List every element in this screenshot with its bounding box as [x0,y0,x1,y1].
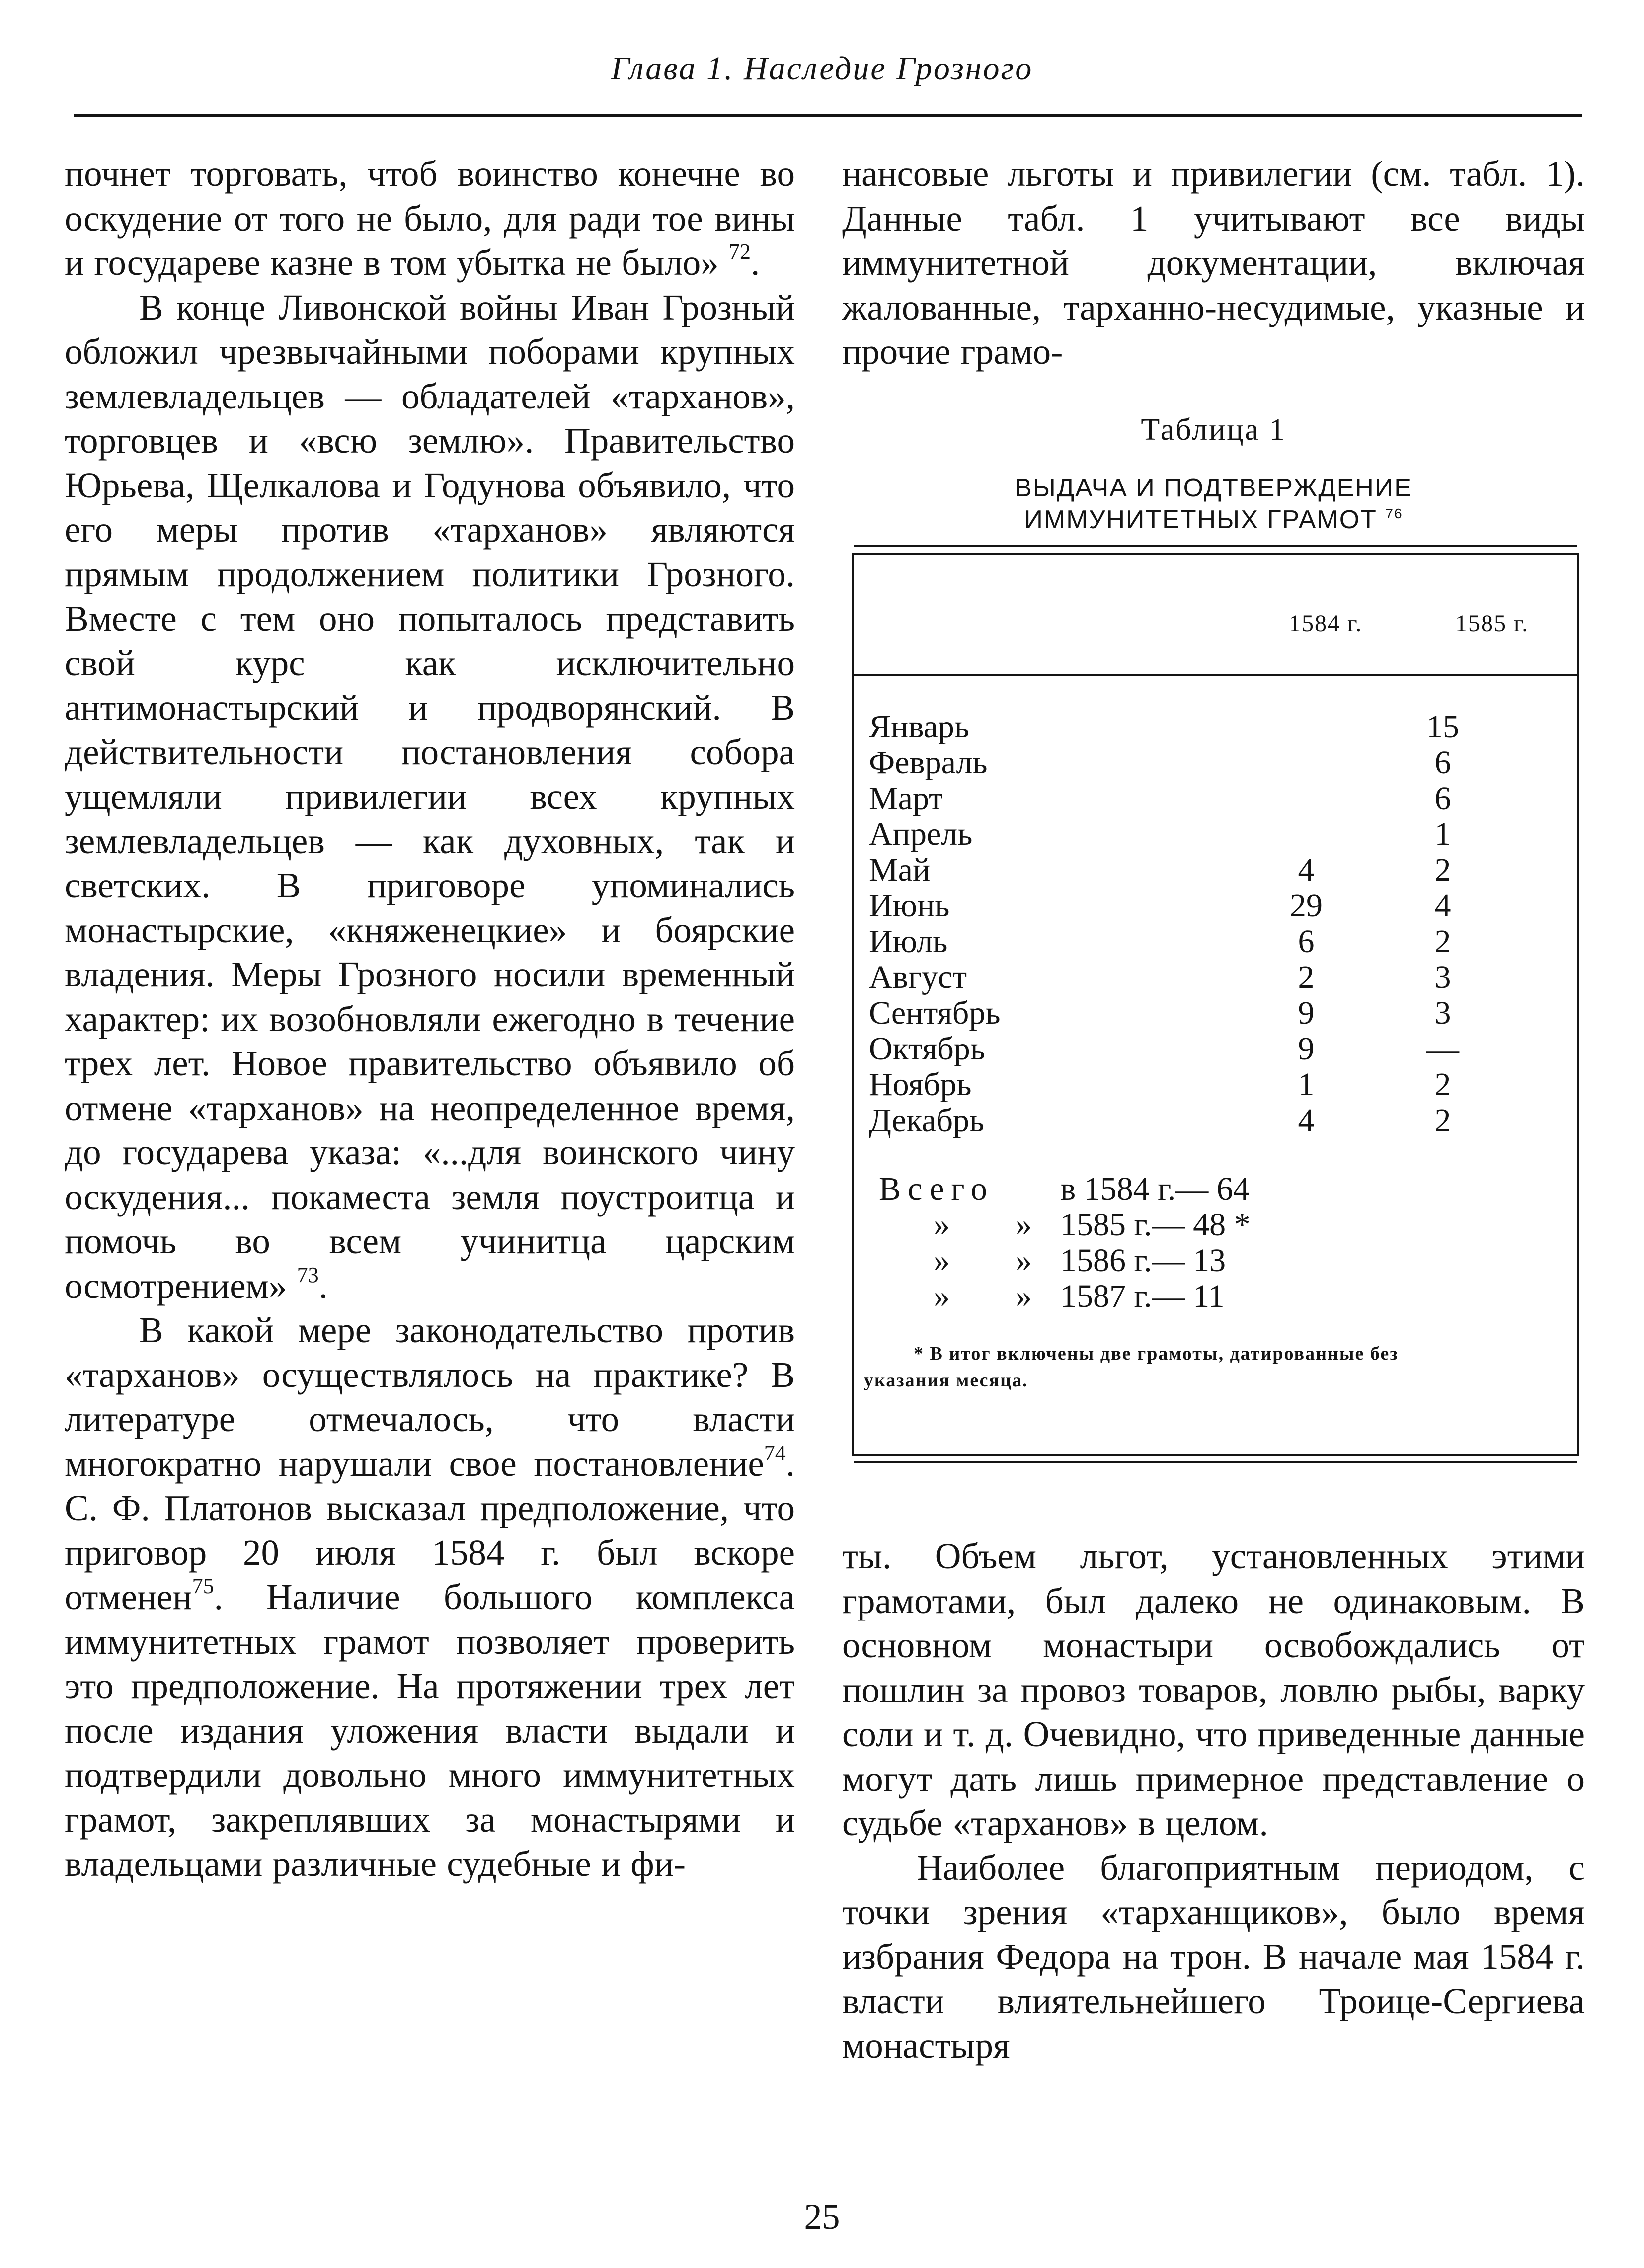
table-row [869,816,1577,852]
ditto-mark: » [1016,1242,1032,1279]
table-body [869,709,1577,1138]
table-row [869,709,1577,745]
paragraph: ты. Объем льгот, установленных этими грамотами, был далеко не одинаковым. В основном монастыри освобождались от пошлин за провоз товаров, ловлю рыбы, варку соли и т. д. Очевидно, что приведенные данные могут дать лишь примерное представление о судьбе «тарханов» в целом. [842,1536,1585,1843]
value-1584-cell: 9 [1298,995,1315,1031]
value-1585-cell: 3 [1434,959,1451,995]
month-cell: Апрель [869,816,973,852]
value-1585-cell: 15 [1426,709,1459,745]
month-cell: Декабрь [869,1102,985,1138]
table-title-line: ВЫДАЧА И ПОДТВЕРЖДЕНИЕ [1015,474,1412,502]
value-1585-cell: 2 [1434,923,1451,960]
value-1585-cell: — [1426,1031,1459,1067]
month-cell: Март [869,780,943,816]
value-1584-cell: 6 [1298,923,1315,960]
total-value: 1586 г.— 13 [1060,1242,1226,1279]
paragraph: Наиболее благоприятным периодом, с точки зрения «тарханщиков», было время избрания Федора на трон. В начале мая 1584 г. власти влиятельнейшего Троице-Сергиева монастыря [842,1847,1585,2066]
paragraph: В какой мере законодательство против «тарханов» осуществлялось на практике? В литературе отмечалось, что власти многократно нарушали свое постановление$^{74}$. С. Ф. Платонов высказал предположение, что приговор 20 июля 1584 г. был вскоре отменен$^{75}$. Наличие большого комплекса иммунитетных грамот позволяет проверить это предположение. На протяжении трех лет после издания уложения власти выдали и подтвердили довольно много иммунитетных грамот, закреплявших за монастырями и владельцами различные судебные и фи- [65,1310,795,1884]
table-title-line: ИММУНИТЕТНЫХ ГРАМОТ $^{76}$ [1024,505,1403,534]
total-value: в 1584 г.— 64 [1060,1171,1250,1207]
value-1584-cell: 4 [1298,852,1315,888]
month-cell: Февраль [869,744,988,781]
month-cell: Сентябрь [869,995,1001,1031]
footnote-ref: 72 [729,240,751,264]
table-title [842,472,1585,536]
footnote-ref: 74 [764,1440,786,1465]
month-cell: Июнь [869,888,950,924]
totals-label: Всего [879,1171,994,1207]
month-cell: Август [869,959,967,995]
table-row [869,852,1577,888]
value-1585-cell: 2 [1434,1102,1451,1138]
month-cell: Май [869,852,931,888]
value-1585-cell: 6 [1434,780,1451,816]
table-row [869,960,1577,995]
ditto-mark: » [1016,1207,1032,1243]
ditto-mark: » [934,1242,950,1279]
value-1584-cell: 29 [1290,888,1323,924]
ditto-mark: » [934,1278,950,1314]
value-1584-cell: 1 [1298,1066,1315,1103]
table-row [869,1103,1577,1138]
header-rule [74,114,1582,117]
table-row [869,924,1577,960]
table-row [869,995,1577,1031]
data-table [852,553,1579,1456]
total-value: 1587 г.— 11 [1060,1278,1225,1314]
value-1584-cell: 9 [1298,1031,1315,1067]
table-row [869,888,1577,924]
paragraph: нансовые льготы и привилегии (см. табл. 1). Данные табл. 1 учитывают все виды иммунитетной документации, включая жалованные, тарханно-несудимые, указные и прочие грамо- [842,154,1585,372]
table-caption: Таблица 1 [1141,413,1286,447]
table-row [869,745,1577,781]
paragraph: В конце Ливонской войны Иван Грозный обложил чрезвычайными поборами крупных землевладельцев — обладателей «тарханов», торговцев и «всю землю». Правительство Юрьева, Щелкалова и Годунова объявило, что его меры против «тарханов» являются прямым продолжением политики Грозного. Вместе с тем оно попыталось представить свой курс как исключительно антимонастырский и продворянский. В действительности постановления собора ущемляли привилегии всех крупных землевладельцев — как духовных, так и светских. В приговоре упоминались монастырские, «княженецкие» и боярские владения. Меры Грозного носили временный характер: их возобновляли ежегодно в течение трех лет. Новое правительство объявило об отмене «тарханов» на неопределенное время, до государева указа: «...для воинского чину оскудения... покаместа земля поустроитца и помочь во всем учинитца царским осмотрением» $^{73}$. [65,287,795,1306]
footnote-ref: 75 [192,1574,214,1598]
table-row [869,1067,1577,1103]
footnote-ref: 73 [297,1262,319,1287]
month-cell: Октябрь [869,1031,985,1067]
ditto-mark: » [934,1207,950,1243]
value-1584-cell: 2 [1298,959,1315,995]
value-1585-cell: 4 [1434,888,1451,924]
value-1585-cell: 1 [1434,816,1451,852]
right-column-bottom [842,1534,1585,2068]
table-footnote: * В итог включены две грамоты, датированные без указания месяца. [864,1343,1399,1391]
table-row [869,1031,1577,1067]
footnote-ref: 76 [1385,506,1403,521]
value-1585-cell: 2 [1434,1066,1451,1103]
paragraph: почнет торговать, чтоб воинство конечне во оскудение от того не было, для ради тое вины и государеве казне в том убытка не было» $^{72}$. [65,154,795,283]
month-cell: Июль [869,923,948,960]
right-column-top [842,152,1585,374]
column-header-1585: 1585 г. [1455,610,1529,637]
ditto-mark: » [1016,1278,1032,1314]
header-divider [854,674,1577,676]
value-1585-cell: 2 [1434,852,1451,888]
month-cell: Ноябрь [869,1066,972,1103]
page-number: 25 [804,2197,840,2237]
value-1584-cell: 4 [1298,1102,1315,1138]
table-row [869,781,1577,816]
running-title: Глава 1. Наследие Грозного [611,50,1033,86]
column-header-1584: 1584 г. [1289,610,1363,637]
month-cell: Январь [869,709,970,745]
value-1585-cell: 6 [1434,744,1451,781]
left-column [65,152,795,1886]
total-value: 1585 г.— 48 * [1060,1207,1251,1243]
value-1585-cell: 3 [1434,995,1451,1031]
